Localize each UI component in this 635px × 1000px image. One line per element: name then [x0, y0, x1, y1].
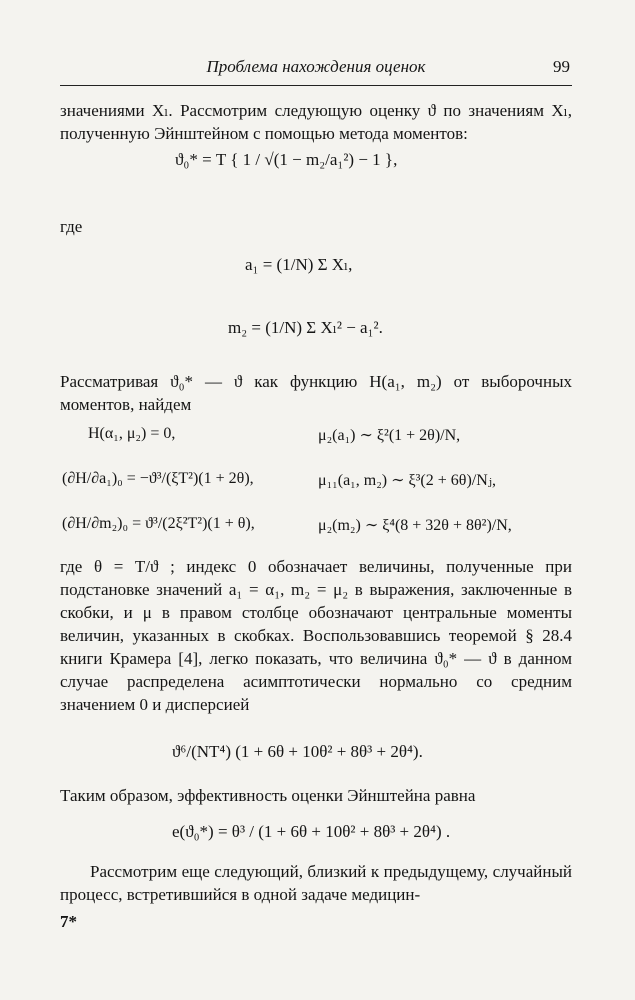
paragraph-where-theta: где θ = T/ϑ ; индекс 0 обозначает величины, полученные при подстановке значений a₁ = α₁, m₂ = μ₂ в выражения, заключенные в скобки, и μ в правом столбце обозначают центральные моменты величин, указанных в скобках. Воспользовавшись теоремой § 28.4 книги Крамера [4], легко показать, что величина ϑ₀* — ϑ в данном случае распределена асимптотически нормально со средним значением 0 и дисперсией	[60, 557, 572, 714]
word-where-1: где	[60, 217, 83, 236]
paragraph-next-process: Рассмотрим еще следующий, близкий к предыдущему, случайный процесс, встретившийся в одной задаче медицин-	[60, 862, 572, 904]
page-header	[60, 55, 572, 86]
page-number: 99	[553, 57, 570, 76]
formula-dh-dm2: (∂H/∂m₂)₀ = ϑ³/(2ξ²T²)(1 + θ),	[62, 515, 255, 532]
formula-mu2-m2: μ₂(m₂) ∼ ξ⁴(8 + 32θ + 8θ²)/N,	[318, 517, 512, 534]
formula-h-zero: H(α₁, μ₂) = 0,	[88, 425, 176, 442]
formula-efficiency: e(ϑ₀*) = θ³ / (1 + 6θ + 10θ² + 8θ³ + 2θ⁴) .	[172, 822, 451, 841]
formula-variance: ϑ⁶/(NT⁴) (1 + 6θ + 10θ² + 8θ³ + 2θ⁴).	[172, 742, 423, 761]
formula-mu11: μ₁₁(a₁, m₂) ∼ ξ³(2 + 6θ)/Nⱼ,	[318, 472, 496, 489]
formula-a1: a₁ = (1/N) Σ Xₗ,	[245, 255, 353, 274]
formula-m2: m₂ = (1/N) Σ Xₗ² − a₁².	[228, 318, 383, 337]
formula-einstein-estimate: ϑ₀* = T { 1 / √(1 − m₂/a₁²) − 1 },	[175, 150, 398, 169]
formula-dh-da1: (∂H/∂a₁)₀ = −ϑ³/(ξT²)(1 + 2θ),	[62, 470, 254, 487]
paragraph-intro: значениями Xₗ. Рассмотрим следующую оценку ϑ по значениям Xₗ, полученную Эйнштейном с помощью метода моментов:	[60, 101, 572, 143]
paragraph-efficiency: Таким образом, эффективность оценки Эйнштейна равна	[60, 786, 476, 805]
formula-mu2-a1: μ₂(a₁) ∼ ξ²(1 + 2θ)/N,	[318, 427, 461, 444]
paragraph-considering: Рассматривая ϑ₀* — ϑ как функцию H(a₁, m₂) от выборочных моментов, найдем	[60, 372, 572, 414]
signature-mark: 7*	[60, 912, 77, 931]
running-title: Проблема нахождения оценок	[206, 57, 426, 76]
